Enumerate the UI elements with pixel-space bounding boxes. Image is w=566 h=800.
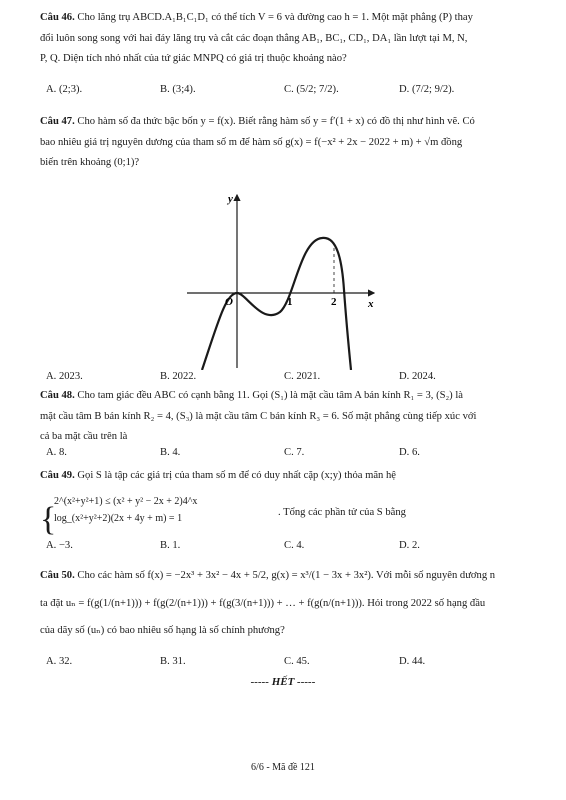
- q49-after-text: . Tổng các phần tử của S bằng: [278, 507, 406, 518]
- q48-options: [46, 447, 516, 463]
- q48-option-b[interactable]: B. 4.: [160, 447, 181, 458]
- q49-option-c[interactable]: C. 4.: [284, 540, 305, 551]
- tick-label-2: 2: [331, 296, 337, 308]
- x-axis-label: x: [368, 298, 374, 310]
- q50-option-d[interactable]: D. 44.: [399, 656, 426, 667]
- q47-options: [46, 371, 516, 387]
- q48-option-d[interactable]: D. 6.: [399, 447, 420, 458]
- q50-line1: Cho các hàm số f(x) = −2x³ + 3x² − 4x + 5/2, g(x) = x³/(1 − 3x + 3x²). Với mỗi số nguyên dương n: [77, 570, 496, 581]
- q47-option-d[interactable]: D. 2024.: [399, 371, 436, 382]
- q49-label: Câu 49.: [40, 470, 75, 481]
- q47-option-a[interactable]: A. 2023.: [46, 371, 83, 382]
- tick-label-1: 1: [287, 296, 293, 308]
- q49-log-equation: log_(x²+y²+2)(2x + 4y + m) = 1: [54, 513, 183, 524]
- q47-option-c[interactable]: C. 2021.: [284, 371, 321, 382]
- q46-line3: P, Q. Diện tích nhỏ nhất của tứ giác MNPQ có giá trị thuộc khoảng nào?: [40, 53, 347, 65]
- q49-after: [278, 503, 528, 524]
- q48-label: Câu 48.: [40, 390, 75, 401]
- question-47: [40, 112, 530, 174]
- q48-option-a[interactable]: A. 8.: [46, 447, 67, 458]
- q47-option-b[interactable]: B. 2022.: [160, 371, 197, 382]
- q46-option-d[interactable]: D. (7/2; 9/2).: [399, 84, 455, 95]
- q50-line2: ta đặt uₙ = f(g(1/(n+1))) + f(g(2/(n+1))) + f(g(3/(n+1))) + … + f(g(n/(n+1))). Hỏi trong 2022 số hạng đầu: [40, 597, 486, 609]
- q50-option-c[interactable]: C. 45.: [284, 656, 310, 667]
- q49-option-d[interactable]: D. 2.: [399, 540, 420, 551]
- page-footer: 6/6 - Mã đề 121: [251, 762, 315, 773]
- q47-line1: Cho hàm số đa thức bậc bốn y = f(x). Biết rằng hàm số y = f′(1 + x) có đồ thị như hình vẽ. Có: [77, 116, 475, 127]
- q46-option-b[interactable]: B. (3;4).: [160, 84, 196, 95]
- q48-option-c[interactable]: C. 7.: [284, 447, 305, 458]
- q46-option-c[interactable]: C. (5/2; 7/2).: [284, 84, 339, 95]
- q49-inequality: 2^(x²+y²+1) ≤ (x² + y² − 2x + 2)4^x: [54, 496, 198, 507]
- q50-option-b[interactable]: B. 31.: [160, 656, 186, 667]
- q50-option-a[interactable]: A. 32.: [46, 656, 73, 667]
- system-brace: {: [40, 501, 57, 538]
- q49-line1: Gọi S là tập các giá trị của tham số m để có duy nhất cặp (x;y) thỏa mãn hệ: [77, 470, 396, 481]
- derivative-graph: [182, 190, 382, 370]
- q48-line2: mặt cầu tâm B bán kính R₂ = 4, (S₃) là mặt cầu tâm C bán kính R₃ = 6. Số mặt phẳng cùng tiếp xúc với: [40, 410, 477, 422]
- question-46: [40, 8, 530, 70]
- q46-options: [46, 84, 516, 100]
- y-axis-label: y: [228, 193, 233, 205]
- q46-line2: đổi luôn song song với hai đáy lăng trụ và cắt các đoạn thẳng AB₁, BC₁, CD₁, DA₁ lần lượt tại M, N,: [40, 32, 468, 44]
- q49-options: [46, 540, 516, 556]
- q47-line3: biến trên khoảng (0;1)?: [40, 157, 140, 169]
- q50-options: [46, 656, 516, 672]
- q50-label: Câu 50.: [40, 570, 75, 581]
- q48-line3: cả ba mặt cầu trên là: [40, 431, 128, 443]
- q49-option-a[interactable]: A. −3.: [46, 540, 73, 551]
- question-50: [40, 562, 530, 645]
- question-49: [40, 466, 530, 487]
- q47-label: Câu 47.: [40, 116, 75, 127]
- origin-label: O: [225, 296, 233, 308]
- q46-option-a[interactable]: A. (2;3).: [46, 84, 83, 95]
- question-48: [40, 386, 530, 448]
- q49-option-b[interactable]: B. 1.: [160, 540, 181, 551]
- q49-system: [54, 493, 197, 527]
- q47-line2: bao nhiêu giá trị nguyên dương của tham số m để hàm số g(x) = f(−x² + 2x − 2022 + m) + √m đồng: [40, 136, 463, 148]
- q48-line1: Cho tam giác đều ABC có cạnh bằng 11. Gọi (S₁) là mặt cầu tâm A bán kính R₁ = 3, (S₂) là: [77, 390, 464, 401]
- q50-line3: của dãy số (uₙ) có bao nhiêu số hạng là số chính phương?: [40, 625, 285, 637]
- q46-label: Câu 46.: [40, 12, 75, 23]
- end-marker: ----- HẾT -----: [250, 676, 316, 688]
- q46-line1: Cho lăng trụ ABCD.A₁B₁C₁D₁ có thể tích V = 6 và đường cao h = 1. Một mặt phẳng (P) thay: [77, 12, 473, 23]
